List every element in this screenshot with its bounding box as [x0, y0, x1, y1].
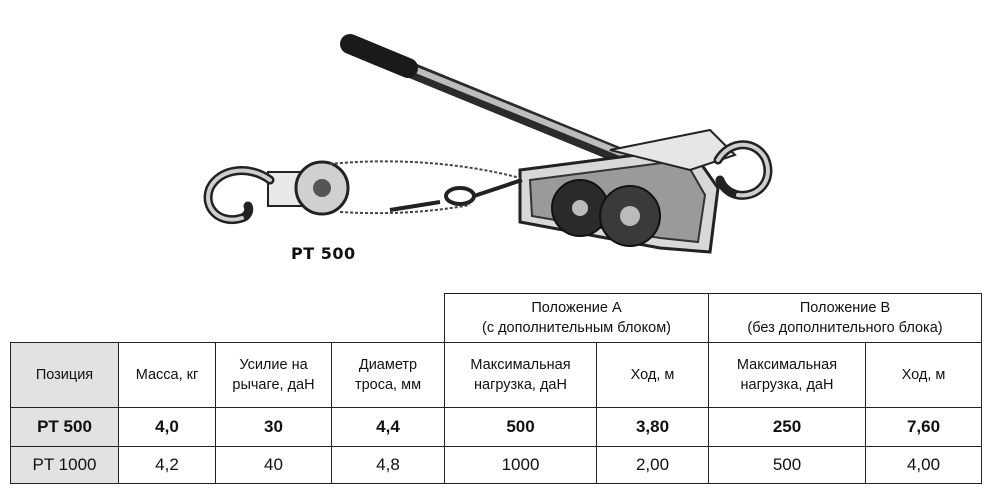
empty-corner: [11, 294, 445, 343]
left-hook: [208, 171, 270, 220]
cell-load-a: 500: [445, 408, 597, 447]
cell-force: 30: [216, 408, 332, 447]
cell-diameter: 4,4: [332, 408, 445, 447]
cell-mass: 4,0: [119, 408, 216, 447]
header-stroke-a: Ход, м: [597, 343, 709, 408]
header-force-line2: рычаге, даН: [232, 377, 315, 393]
cell-stroke-b: 4,00: [866, 447, 982, 484]
group-b-title: Положение В: [799, 300, 891, 316]
product-caption: PT 500: [291, 244, 356, 263]
group-header-row: [11, 294, 982, 343]
column-header-row: [11, 343, 982, 408]
handle: [350, 44, 660, 172]
header-max-load-b-line2: нагрузка, даН: [740, 377, 834, 393]
cell-force: 40: [216, 447, 332, 484]
cell-mass: 4,2: [119, 447, 216, 484]
right-hook: [718, 145, 768, 196]
cell-diameter: 4,8: [332, 447, 445, 484]
header-max-load-a-line2: нагрузка, даН: [474, 377, 567, 393]
header-position: Позиция: [11, 343, 119, 408]
header-stroke-b: Ход, м: [866, 343, 982, 408]
specs-table: [10, 293, 982, 484]
cell-load-b: 250: [709, 408, 866, 447]
cable-puller-illustration: [190, 30, 790, 260]
header-force: [216, 343, 332, 408]
header-diameter-line1: Диаметр: [358, 357, 418, 373]
cell-position: PT 500: [11, 408, 119, 447]
group-position-a: [445, 294, 709, 343]
cell-load-a: 1000: [445, 447, 597, 484]
group-position-b: [709, 294, 982, 343]
wire-rope: [330, 161, 522, 213]
header-max-load-b-line1: Максимальная: [736, 357, 838, 373]
header-diameter-line2: троса, мм: [354, 377, 422, 393]
cell-load-b: 500: [709, 447, 866, 484]
table-row: [11, 408, 982, 447]
table-row: [11, 447, 982, 484]
cell-stroke-a: 2,00: [597, 447, 709, 484]
header-max-load-b: [709, 343, 866, 408]
header-force-line1: Усилие на: [239, 357, 308, 373]
header-mass: Масса, кг: [119, 343, 216, 408]
ratchet-body: [520, 130, 735, 252]
cell-position: PT 1000: [11, 447, 119, 484]
group-a-title: Положение А: [531, 300, 622, 316]
cell-stroke-a: 3,80: [597, 408, 709, 447]
header-max-load-a-line1: Максимальная: [470, 357, 571, 373]
header-diameter: [332, 343, 445, 408]
header-max-load-a: [445, 343, 597, 408]
group-a-subtitle: (с дополнительным блоком): [481, 320, 671, 336]
cell-stroke-b: 7,60: [866, 408, 982, 447]
group-b-subtitle: (без дополнительного блока): [747, 320, 943, 336]
pulley-block: [268, 162, 348, 214]
